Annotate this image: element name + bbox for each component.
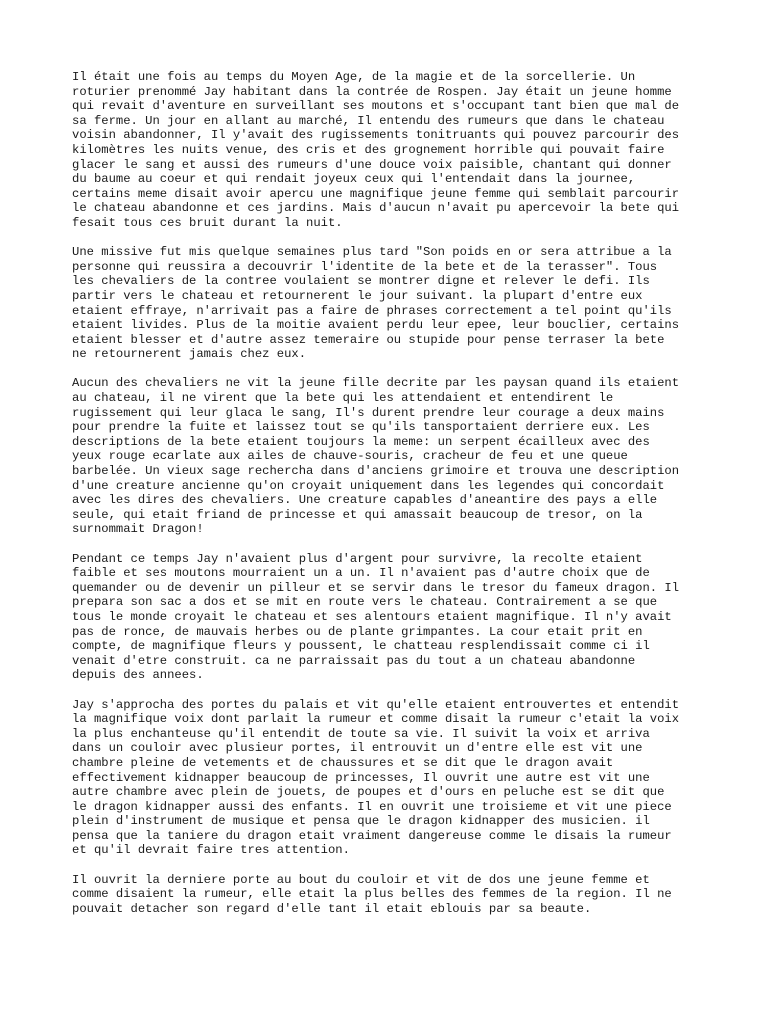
paragraph: Il était une fois au temps du Moyen Age, de la magie et de la sorcellerie. Un roturier prenommé Jay habitant dans la contrée de Rospen. Jay était un jeune homme qui revait d'aventure en surveillant ses moutons et s'occupant tant bien que mal de sa ferme. Un jour en allant au marché, Il entendu des rumeurs que dans le chateau voisin abandonner, Il y'avait des rugissements tonitruants qui pouvez parcourir des kilomètres les nuits venue, des cris et des grognement horrible qui pouvait faire glacer le sang et aussi des rumeurs d'une douce voix paisible, chantant qui donner du baume au coeur et qui rendait joyeux ceux qui l'entendait dans la journee, certains meme disait avoir apercu une magnifique jeune femme qui semblait parcourir le chateau abandonne et ces jardins. Mais d'aucun n'avait pu apercevoir la bete qui fesait tous ces bruit durant la nuit. [72, 70, 680, 230]
paragraph: Aucun des chevaliers ne vit la jeune fille decrite par les paysan quand ils etaient au chateau, il ne virent que la bete qui les attendaient et entendirent le rugissement qui leur glaca le sang, Il's durent prendre leur courage a deux mains pour prendre la fuite et laissez tout se qu'ils tansportaient derriere eux. Les descriptions de la bete etaient toujours la meme: un serpent écailleux avec des yeux rouge ecarlate aux ailes de chauve-souris, cracheur de feu et une queue barbelée. Un vieux sage rechercha dans d'anciens grimoire et trouva une description d'une creature ancienne qu'on croyait uniquement dans les legendes qui concordait avec les dires des chevaliers. Une creature capables d'aneantire des pays a elle seule, qui etait friand de princesse et qui amassait beaucoup de tresor, on la surnommait Dragon! [72, 376, 680, 537]
paragraph: Une missive fut mis quelque semaines plus tard "Son poids en or sera attribue a la personne qui reussira a decouvrir l'identite de la bete et de la terasser". Tous les chevaliers de la contree voulaient se montrer digne et relever le defi. Ils partir vers le chateau et retournerent le jour suivant. la plupart d'entre eux etaient effraye, n'arrivait pas a faire de phrases correctement a tel point qu'ils etaient livides. Plus de la moitie avaient perdu leur epee, leur bouclier, certains etaient blesser et d'autre assez temeraire ou stupide pour pense terraser la bete ne retournerent jamais chez eux. [72, 245, 680, 362]
paragraph: Jay s'approcha des portes du palais et vit qu'elle etaient entrouvertes et entendit la magnifique voix dont parlait la rumeur et comme disait la rumeur c'etait la voix la plus enchanteuse qu'il entendit de toute sa vie. Il suivit la voix et arriva dans un couloir avec plusieur portes, il entrouvit un d'entre elle est vit une chambre pleine de vetements et de chaussures et se dit que le dragon avait effectivement kidnapper beaucoup de princesses, Il ouvrit une autre est vit une autre chambre avec plein de jouets, de poupes et d'ours en peluche est se dit que le dragon kidnapper aussi des enfants. Il en ouvrit une troisieme et vit une piece plein d'instrument de musique et pensa que le dragon kidnapper des musicien. il pensa que la taniere du dragon etait vraiment dangereuse comme le disais la rumeur et qu'il devrait faire tres attention. [72, 697, 680, 858]
paragraph: Pendant ce temps Jay n'avaient plus d'argent pour survivre, la recolte etaient faible et ses moutons mourraient un a un. Il n'avaient pas d'autre choix que de quemander ou de devenir un pilleur et se servir dans le tresor du fameux dragon. Il prepara son sac a dos et se mit en route vers le chateau. Contrairement a se que tous le monde croyait le chateau et ses alentours etaient magnifique. Il n'y avait pas de ronce, de mauvais herbes ou de plante grimpantes. La cour etait prit en compte, de magnifique fleurs y poussent, le chatteau resplendissait comme ci il venait d'etre construit. ca ne parraissait pas du tout a un chateau abandonne depuis des annees. [72, 551, 680, 683]
paragraph: Il ouvrit la derniere porte au bout du couloir et vit de dos une jeune femme et comme disaient la rumeur, elle etait la plus belles des femmes de la region. Il ne pouvait detacher son regard d'elle tant il etait eblouis par sa beaute. [72, 872, 672, 916]
document-page [72, 70, 712, 931]
